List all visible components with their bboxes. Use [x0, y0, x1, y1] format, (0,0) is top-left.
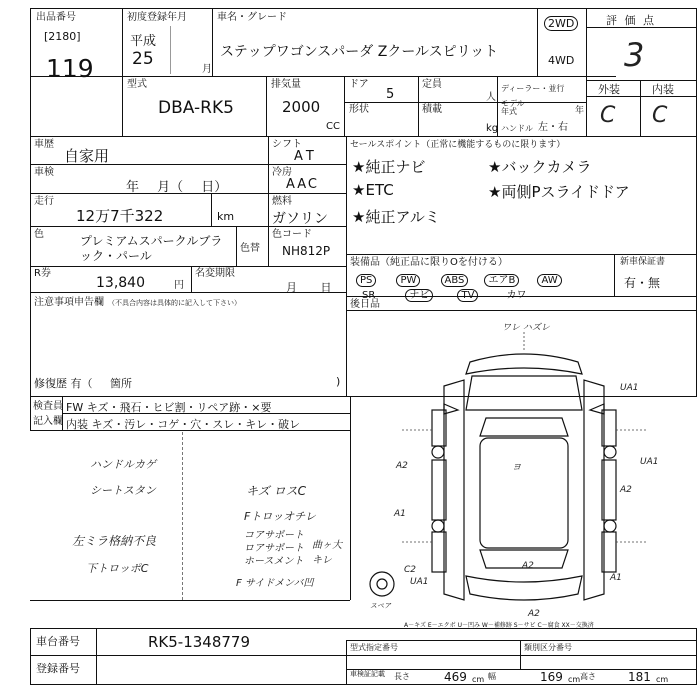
equip-leather: カワ	[506, 290, 527, 301]
reg-year: 25	[132, 49, 154, 69]
rear-seat-label: 後日品	[350, 299, 380, 310]
note-9: 左ミラ格納不良	[72, 534, 157, 548]
type-label: 型式	[127, 79, 147, 90]
inspection-value: 年 月（ 日）	[126, 180, 228, 195]
sales-point-3: ★ETC	[352, 181, 394, 199]
wheel-fl	[432, 446, 444, 458]
equip-aw: AW	[537, 274, 561, 287]
lot-number: 119	[46, 54, 94, 83]
diag-label-a-left: A1	[394, 509, 406, 519]
repair-close: )	[336, 375, 341, 388]
sales-points-title: セールスポイント（正常に機能するものに限ります）	[350, 140, 566, 150]
chassis-label: 車台番号	[36, 635, 80, 648]
inspector-label-1: 検査員	[33, 401, 63, 412]
drive-4wd: 4WD	[548, 54, 575, 67]
equip-tv: TV	[457, 289, 478, 302]
color-value: プレミアムスパークルブラック・パール	[80, 234, 223, 263]
diag-label-a2-rear: A2	[528, 609, 540, 619]
displacement-value: 2000	[282, 98, 321, 116]
shift-label: シフト	[272, 139, 302, 150]
interior-label: 内装	[652, 83, 674, 96]
length-unit: cm	[472, 675, 485, 684]
diag-label-spare: スペア	[370, 602, 391, 610]
warranty-value: 有・無	[624, 276, 661, 290]
note-2: シートスタン	[90, 484, 156, 497]
equip-airbag: エアB	[484, 274, 519, 287]
equip-abs: ABS	[441, 274, 469, 287]
note-8: 曲ヶ大 キレ	[312, 540, 342, 566]
diag-label-ua1-low: UA1	[410, 577, 429, 587]
diag-label-a2-bottom: A2	[522, 561, 534, 571]
exterior-label: 外装	[598, 83, 620, 96]
diag-label-a1-low: A1	[610, 573, 622, 583]
roof	[480, 438, 568, 548]
model-year-unit: 年	[575, 106, 585, 116]
category-label: 類別区分番号	[524, 643, 572, 652]
inspector-label-2: 記入欄	[33, 416, 63, 427]
handle-value: 左・右	[538, 122, 568, 133]
note-11: F サイドメンバ凹	[236, 578, 314, 589]
displacement-label: 排気量	[271, 79, 301, 90]
color-code-value: NH812P	[282, 244, 331, 258]
name-change-value: 月 日	[286, 281, 332, 294]
usage-value: 自家用	[64, 147, 110, 165]
diag-label-a2-left: A2	[396, 461, 408, 471]
exterior-grade: C	[600, 103, 616, 128]
shape-label: 形状	[349, 104, 369, 115]
displacement-unit: CC	[326, 121, 340, 132]
designation-label: 型式指定番号	[350, 643, 398, 652]
inspection-label: 車検	[34, 167, 54, 178]
color-code-label: 色コード	[272, 229, 312, 240]
divider	[170, 26, 171, 74]
mileage-unit: km	[217, 210, 235, 223]
repair-label: 修復歴 有（	[34, 377, 93, 390]
lot-sub: [2180]	[44, 30, 81, 43]
note-1: ハンドルカゲ	[90, 458, 156, 471]
spare-tire	[370, 572, 394, 596]
equip-navi: ナビ	[405, 289, 433, 302]
era: 平成	[130, 34, 157, 49]
inspector-row-2: 内装 キズ・汚レ・コゲ・穴・スレ・キレ・破レ	[66, 418, 301, 431]
diag-label-center: ヨ	[512, 463, 522, 473]
car-damage-diagram	[352, 310, 696, 626]
fuel-label: 燃料	[272, 196, 292, 207]
lot-label: 出品番号	[36, 12, 76, 23]
note-5: コアサポート	[244, 530, 304, 541]
notes-divider	[182, 432, 184, 600]
inspector-row-1: FW キズ・飛石・ヒビ割・リペア跡・×要	[66, 401, 272, 414]
score-value: 3	[624, 36, 645, 74]
warranty-label: 新車保証書	[620, 257, 666, 267]
color-label: 色	[34, 229, 44, 240]
sales-point-4: ★両側Pスライドドア	[488, 183, 630, 201]
score-label: 評 価 点	[606, 14, 656, 27]
note-3: キズ ロスC	[246, 484, 306, 498]
note-7: ホースメント	[244, 556, 304, 567]
width-label: 幅	[488, 672, 496, 681]
model-label: 車名・グレード	[217, 12, 287, 23]
damage-legend: A－キズ E－エクボ U－凹み W－補修跡 S－サビ C－腐食 XX－交換済	[404, 622, 594, 629]
name-change-label: 名変期限	[195, 268, 235, 279]
equip-ps: PS	[356, 274, 376, 287]
equip-pw: PW	[396, 274, 420, 287]
wheel-rr	[604, 520, 616, 532]
width-unit: cm	[568, 675, 581, 684]
reg-date-label: 初度登録年月	[127, 12, 187, 23]
color-change-label: 色替	[240, 243, 260, 254]
length-value: 469	[444, 670, 467, 684]
hood	[466, 376, 582, 410]
shift-value: AT	[294, 149, 318, 164]
height-unit: cm	[656, 675, 669, 684]
diag-label-top: ワレ ハズレ	[502, 323, 550, 333]
windshield	[480, 418, 568, 436]
door-value: 5	[386, 87, 395, 102]
width-value: 169	[540, 670, 563, 684]
caution-sub: （不具合内容は具体的に記入して下さい）	[108, 299, 241, 307]
model-year-label: モデル年式	[501, 99, 525, 116]
height-label: 高さ	[580, 672, 596, 681]
chassis-value: RK5-1348779	[148, 633, 251, 651]
front-bumper	[466, 354, 582, 374]
length-label: 長さ	[394, 672, 410, 681]
handle-label: ハンドル	[501, 124, 533, 133]
ac-label: 冷房	[272, 167, 292, 178]
load-label: 積載	[422, 104, 442, 115]
wheel-rl	[432, 520, 444, 532]
equip-sr: SR	[362, 290, 376, 301]
equipment-title: 装備品（純正品に限りOを付ける）	[350, 257, 508, 268]
recycle-label: R券	[34, 268, 51, 279]
note-10: 下トロッポC	[86, 562, 149, 575]
caution-label: 注意事項申告欄	[34, 297, 104, 308]
capacity-unit: 人	[486, 92, 496, 103]
mileage-value: 12万7千322	[76, 207, 164, 225]
ac-value: AAC	[286, 177, 319, 192]
fuel-value: ガソリン	[272, 211, 328, 227]
equipment-row-2	[358, 283, 534, 302]
sales-point-2: ★バックカメラ	[488, 158, 592, 176]
diag-label-c2: C2	[404, 565, 417, 575]
door-label: ドア	[349, 79, 369, 90]
wheel-fr	[604, 446, 616, 458]
usage-label: 車歴	[34, 139, 54, 150]
drive-2wd: 2WD	[544, 16, 578, 31]
capacity-label: 定員	[422, 79, 442, 90]
registration-label: 登録番号	[36, 662, 80, 675]
sales-point-5: ★純正アルミ	[352, 208, 440, 226]
recycle-unit: 円	[174, 280, 184, 291]
note-6: ロアサポート	[244, 543, 304, 554]
rear-bumper	[466, 576, 582, 600]
repair-tail: 箇所	[110, 377, 132, 390]
recycle-value: 13,840	[96, 275, 145, 291]
sales-point-1: ★純正ナビ	[352, 158, 426, 176]
type-value: DBA-RK5	[158, 98, 234, 118]
model-name: ステップワゴンスパーダ Zクールスピリット	[220, 44, 499, 60]
spare-hub	[377, 579, 387, 589]
height-value: 181	[628, 670, 651, 684]
note-4: Fトロッオチレ	[244, 510, 316, 523]
dealer-label: ディーラー・並行	[501, 84, 565, 93]
load-unit: kg	[486, 123, 499, 134]
month-unit: 月	[202, 64, 212, 75]
mileage-label: 走行	[34, 196, 54, 207]
diag-label-ua1-right: UA1	[640, 457, 659, 467]
interior-grade: C	[652, 103, 668, 128]
diag-label-a2-right: A2	[620, 485, 632, 495]
diag-label-ua1: UA1	[620, 383, 639, 393]
dims-label: 車検証記載	[350, 670, 385, 678]
